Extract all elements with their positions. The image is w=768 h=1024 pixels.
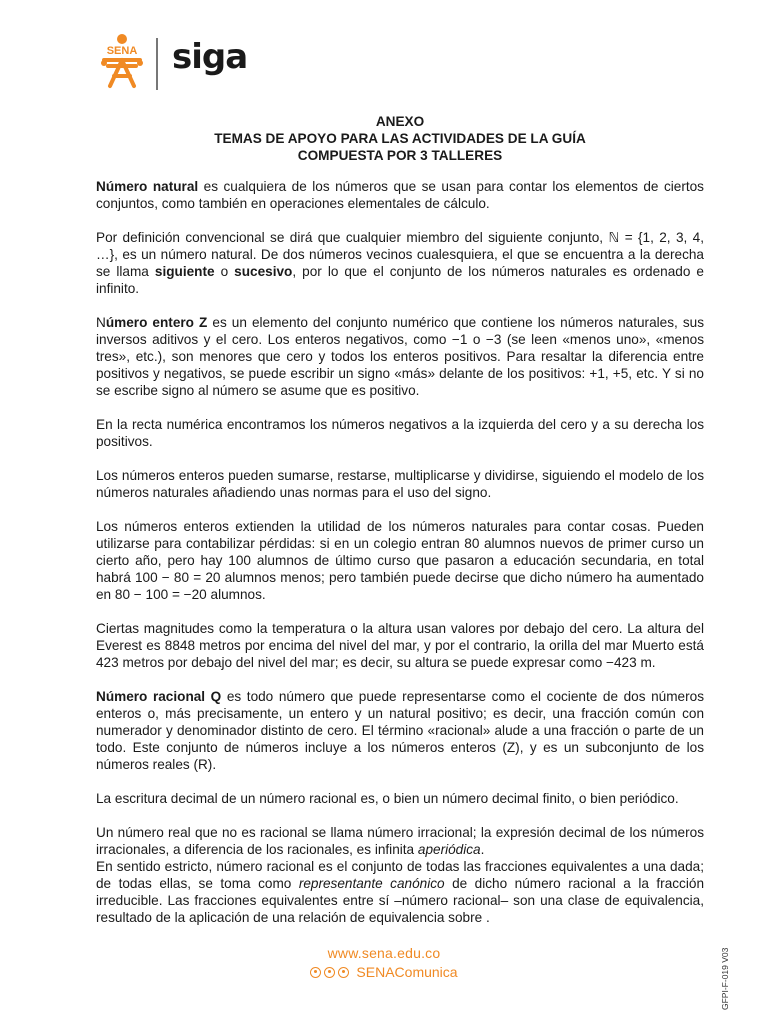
term-integer: úmero entero Z — [105, 315, 208, 330]
term-aperiodica: aperiódica — [417, 842, 481, 857]
social-handle: SENAComunica — [356, 964, 458, 980]
paragraph-rational — [96, 688, 704, 773]
paragraph-natural-definition — [96, 229, 704, 297]
svg-text:SENA: SENA — [106, 45, 138, 57]
paragraph-natural-number — [96, 178, 704, 212]
paragraph-integer-utility: Los números enteros extienden la utilidad de los números naturales para contar cosas. Pueden utilizarse para contabilizar pérdidas: si en un colegio entran 80 alumnos nuevos de primer curso un cierto año, pero hay 100 alumnos de último curso que pasaron a educación secundaria, en total habrá 100 − 80 = 20 alumnos menos; pero también puede decirse que dicho número ha aumentado en 80 − 100 = −20 alumnos. — [96, 519, 704, 602]
paragraph-text: En sentido estricto, número racional es el conjunto de todas las fracciones equivalentes a una dada; de todas ellas, se toma como — [96, 859, 704, 891]
social-icon[interactable] — [338, 967, 349, 978]
paragraph-text: es todo número que puede representarse como el cociente de dos números enteros o, más precisamente, un entero y un natural positivo; es decir, una fracción común con numerador y denominador distinto de cero. El término «racional» alude a una fracción o parte de un todo. Este conjunto de números incluye a los números enteros (Z), y es un subconjunto de los números reales (R). — [96, 689, 704, 772]
sena-logo-icon — [94, 30, 150, 92]
paragraph-text: Por definición convencional se dirá que cualquier miembro del siguiente conjunto, ℕ = {1, 2, 3, 4, …}, es un número natural. De dos números vecinos cualesquiera, el que se encuentra a la derecha se llama — [96, 230, 704, 279]
paragraph-number-line: En la recta numérica encontramos los números negativos a la izquierda del cero y a su derecha los positivos. — [96, 417, 704, 449]
paragraph-text: Un número real que no es racional se llama número irracional; la expresión decimal de los números irracionales, a diferencia de los racionales, es infinita — [96, 825, 704, 857]
svg-text:siga: siga — [172, 37, 248, 77]
paragraph-text: es cualquiera de los números que se usan para contar los elementos de ciertos conjuntos, como también en operaciones elementales de cálculo. — [96, 179, 704, 211]
term-sucesivo: sucesivo — [234, 264, 293, 279]
document-body — [96, 178, 704, 943]
paragraph-integer — [96, 314, 704, 399]
paragraph-text: o — [214, 264, 235, 279]
footer-url-link[interactable]: www.sena.edu.co — [327, 945, 441, 961]
footer-social — [0, 964, 768, 980]
paragraph-text: . — [480, 842, 485, 857]
paragraph-strict-sense — [96, 858, 704, 926]
title-line-2: TEMAS DE APOYO PARA LAS ACTIVIDADES DE LA GUÍA — [214, 131, 586, 146]
paragraph-text: de dicho número racional a la fracción irreducible. Las fracciones equivalentes entre sí –número racional– son una clase de equivalencia, resultado de la aplicación de una relación de equivalencia sobre . — [96, 876, 704, 925]
social-icon[interactable] — [324, 967, 335, 978]
paragraph-text: es un elemento del conjunto numérico que contiene los números naturales, sus inversos aditivos y el cero. Los enteros negativos, como −1 o −3 (se leen «menos uno», «menos tres», etc.), son menores que cero y todos los enteros positivos. Para resaltar la diferencia entre positivos y negativos, se puede escribir un signo «más» delante de los positivos: +1, +5, etc. Y si no se escribe signo al número se asume que es positivo. — [96, 315, 704, 398]
term-natural-number: Número natural — [96, 179, 199, 194]
paragraph-magnitudes: Ciertas magnitudes como la temperatura o la altura usan valores por debajo del cero. La altura del Everest es 8848 metros por encima del nivel del mar, y por el contrario, la orilla del mar Muerto está 423 metros por debajo del nivel del mar; es decir, su altura se puede expresar como −423 m. — [96, 621, 704, 670]
title-line-1: ANEXO — [375, 114, 425, 129]
paragraph-text: , por lo que el conjunto de los números naturales es ordenado e infinito. — [96, 264, 704, 296]
paragraph-integer-operations: Los números enteros pueden sumarse, restarse, multiplicarse y dividirse, siguiendo el modelo de los números naturales añadiendo unas normas para el uso del signo. — [96, 468, 704, 500]
social-icon[interactable] — [310, 967, 321, 978]
document-code: GFPI-F-019 V03 — [720, 947, 730, 1010]
paragraph-text: N — [96, 315, 106, 330]
footer — [0, 945, 768, 980]
title-line-3: COMPUESTA POR 3 TALLERES — [297, 148, 503, 163]
header — [94, 30, 354, 100]
paragraph-decimal: La escritura decimal de un número racional es, o bien un número decimal finito, o bien periódico. — [96, 791, 679, 806]
term-representante-canonico: representante canónico — [298, 876, 445, 891]
logo-divider — [156, 38, 158, 90]
term-rational: Número racional Q — [96, 689, 222, 704]
siga-logo — [170, 34, 250, 78]
paragraph-irrational — [96, 824, 704, 858]
document-title — [96, 113, 704, 164]
term-siguiente: siguiente — [154, 264, 215, 279]
